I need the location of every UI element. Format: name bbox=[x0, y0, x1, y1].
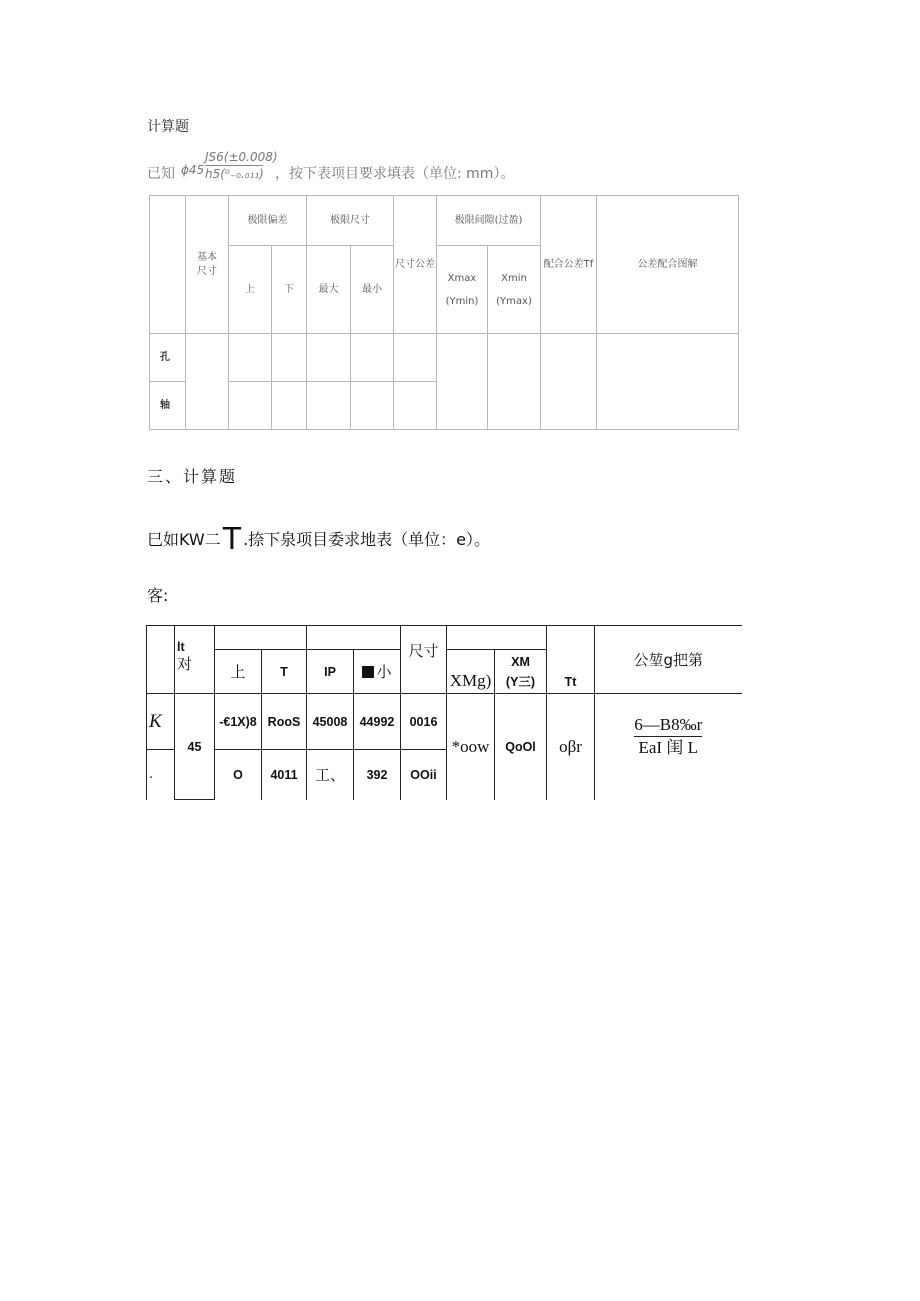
header-fit-tolerance: 配合公差Tf bbox=[541, 196, 597, 334]
answer-header-basic-top: lt bbox=[177, 640, 185, 654]
answer-r2-tol: OOii bbox=[401, 750, 447, 800]
answer-r2-max: 工、 bbox=[307, 750, 354, 800]
answer-row-label-1: K bbox=[147, 694, 175, 750]
answer-r1-min: 44992 bbox=[354, 694, 401, 750]
problem2-pre: 巳如KW二 bbox=[147, 530, 221, 549]
cell-hole-max bbox=[307, 334, 351, 382]
answer-label: 客: bbox=[147, 586, 169, 605]
answer-header-size-group bbox=[307, 626, 401, 650]
header-upper: 上 bbox=[229, 246, 272, 334]
fraction-numerator: JS6(±0.008) bbox=[205, 150, 278, 164]
cell-xmin bbox=[488, 334, 541, 430]
answer-header-max: IP bbox=[307, 650, 354, 694]
cell-hole-tol bbox=[394, 334, 437, 382]
answer-xmax-value: *oow bbox=[447, 694, 495, 800]
blank-fit-table bbox=[149, 195, 739, 430]
answer-r1-tol: 0016 bbox=[401, 694, 447, 750]
problem-statement-2 bbox=[147, 522, 490, 557]
cell-tf bbox=[541, 334, 597, 430]
cell-shaft-upper bbox=[229, 382, 272, 430]
answer-r2-upper: O bbox=[215, 750, 262, 800]
header-limit-size: 极限尺寸 bbox=[307, 196, 394, 246]
answer-r2-min: 392 bbox=[354, 750, 401, 800]
answer-header-basic bbox=[175, 626, 215, 694]
corner-cell bbox=[150, 196, 186, 334]
black-square-icon bbox=[362, 666, 374, 678]
answer-r1-upper: -€1X)8 bbox=[215, 694, 262, 750]
header-size-tolerance: 尺寸公差 bbox=[394, 196, 437, 334]
cell-diagram bbox=[597, 334, 739, 430]
problem-prefix: 已知 bbox=[147, 166, 175, 182]
header-max: 最大 bbox=[307, 246, 351, 334]
answer-basic-value: 45 bbox=[175, 694, 215, 800]
cell-basic-size bbox=[186, 334, 229, 430]
answer-tf-value: oβr bbox=[547, 694, 595, 800]
cell-hole-min bbox=[351, 334, 394, 382]
header-lower: 下 bbox=[272, 246, 307, 334]
header-xmax: Xmax (Ymin) bbox=[437, 246, 488, 334]
answer-header-gap-group bbox=[447, 626, 547, 650]
header-basic-size: 基本 尺寸 bbox=[186, 196, 229, 334]
problem2-post: .捺下泉项目委求地表（单位：e）。 bbox=[243, 530, 491, 549]
answer-table bbox=[146, 625, 742, 800]
answer-diagram-line2: EaI 闺 L bbox=[638, 738, 698, 758]
header-fit-diagram: 公差配合图解 bbox=[597, 196, 739, 334]
answer-xmin-value: QoOl bbox=[495, 694, 547, 800]
row-label-shaft: 轴 bbox=[150, 382, 186, 430]
cell-shaft-lower bbox=[272, 382, 307, 430]
answer-header-xmin bbox=[495, 650, 547, 694]
answer-r1-max: 45008 bbox=[307, 694, 354, 750]
answer-header-xmax: XMg) bbox=[447, 650, 495, 694]
answer-header-min-text: 小 bbox=[376, 663, 392, 681]
row-label-hole: 孔 bbox=[150, 334, 186, 382]
answer-header-tf: Tt bbox=[547, 626, 595, 694]
problem-statement-1 bbox=[147, 150, 747, 190]
header-limit-gap: 极限间隙(过盈) bbox=[437, 196, 541, 246]
answer-header-deviation-group bbox=[215, 626, 307, 650]
heading-calculation: 计算题 bbox=[147, 119, 189, 135]
answer-header-xmin-top: XM bbox=[511, 654, 530, 669]
answer-diagram-cell bbox=[595, 694, 742, 800]
header-min: 最小 bbox=[351, 246, 394, 334]
heading-section-three: 三、计算题 bbox=[147, 467, 238, 486]
cell-shaft-tol bbox=[394, 382, 437, 430]
answer-header-basic-bottom: 对 bbox=[177, 655, 193, 673]
answer-r1-lower: RooS bbox=[262, 694, 307, 750]
answer-header-upper: 上 bbox=[215, 650, 262, 694]
problem2-big-letter: T bbox=[222, 522, 242, 557]
header-limit-deviation: 极限偏差 bbox=[229, 196, 307, 246]
cell-hole-upper bbox=[229, 334, 272, 382]
cell-shaft-max bbox=[307, 382, 351, 430]
answer-header-min bbox=[354, 650, 401, 694]
answer-header-xmin-bottom: (Y三) bbox=[505, 674, 536, 689]
answer-corner-cell bbox=[147, 626, 175, 694]
header-xmin: Xmin (Ymax) bbox=[488, 246, 541, 334]
fit-fraction bbox=[205, 150, 278, 181]
cell-shaft-min bbox=[351, 382, 394, 430]
cell-hole-lower bbox=[272, 334, 307, 382]
answer-r2-lower: 4011 bbox=[262, 750, 307, 800]
answer-row-label-2: . bbox=[147, 750, 175, 800]
problem-suffix: ，按下表项目要求填表（单位: mm）。 bbox=[275, 166, 515, 182]
fraction-denominator: h5(⁰₋₀.₀₁₁) bbox=[205, 167, 264, 181]
cell-xmax bbox=[437, 334, 488, 430]
answer-diagram-line1: 6—B8‰r bbox=[634, 714, 702, 737]
answer-header-lower: T bbox=[262, 650, 307, 694]
answer-header-size-tol: 尺寸 bbox=[401, 626, 447, 694]
answer-header-diagram: 公堃g把第 bbox=[595, 626, 742, 694]
problem-diameter: ϕ45 bbox=[181, 163, 205, 177]
